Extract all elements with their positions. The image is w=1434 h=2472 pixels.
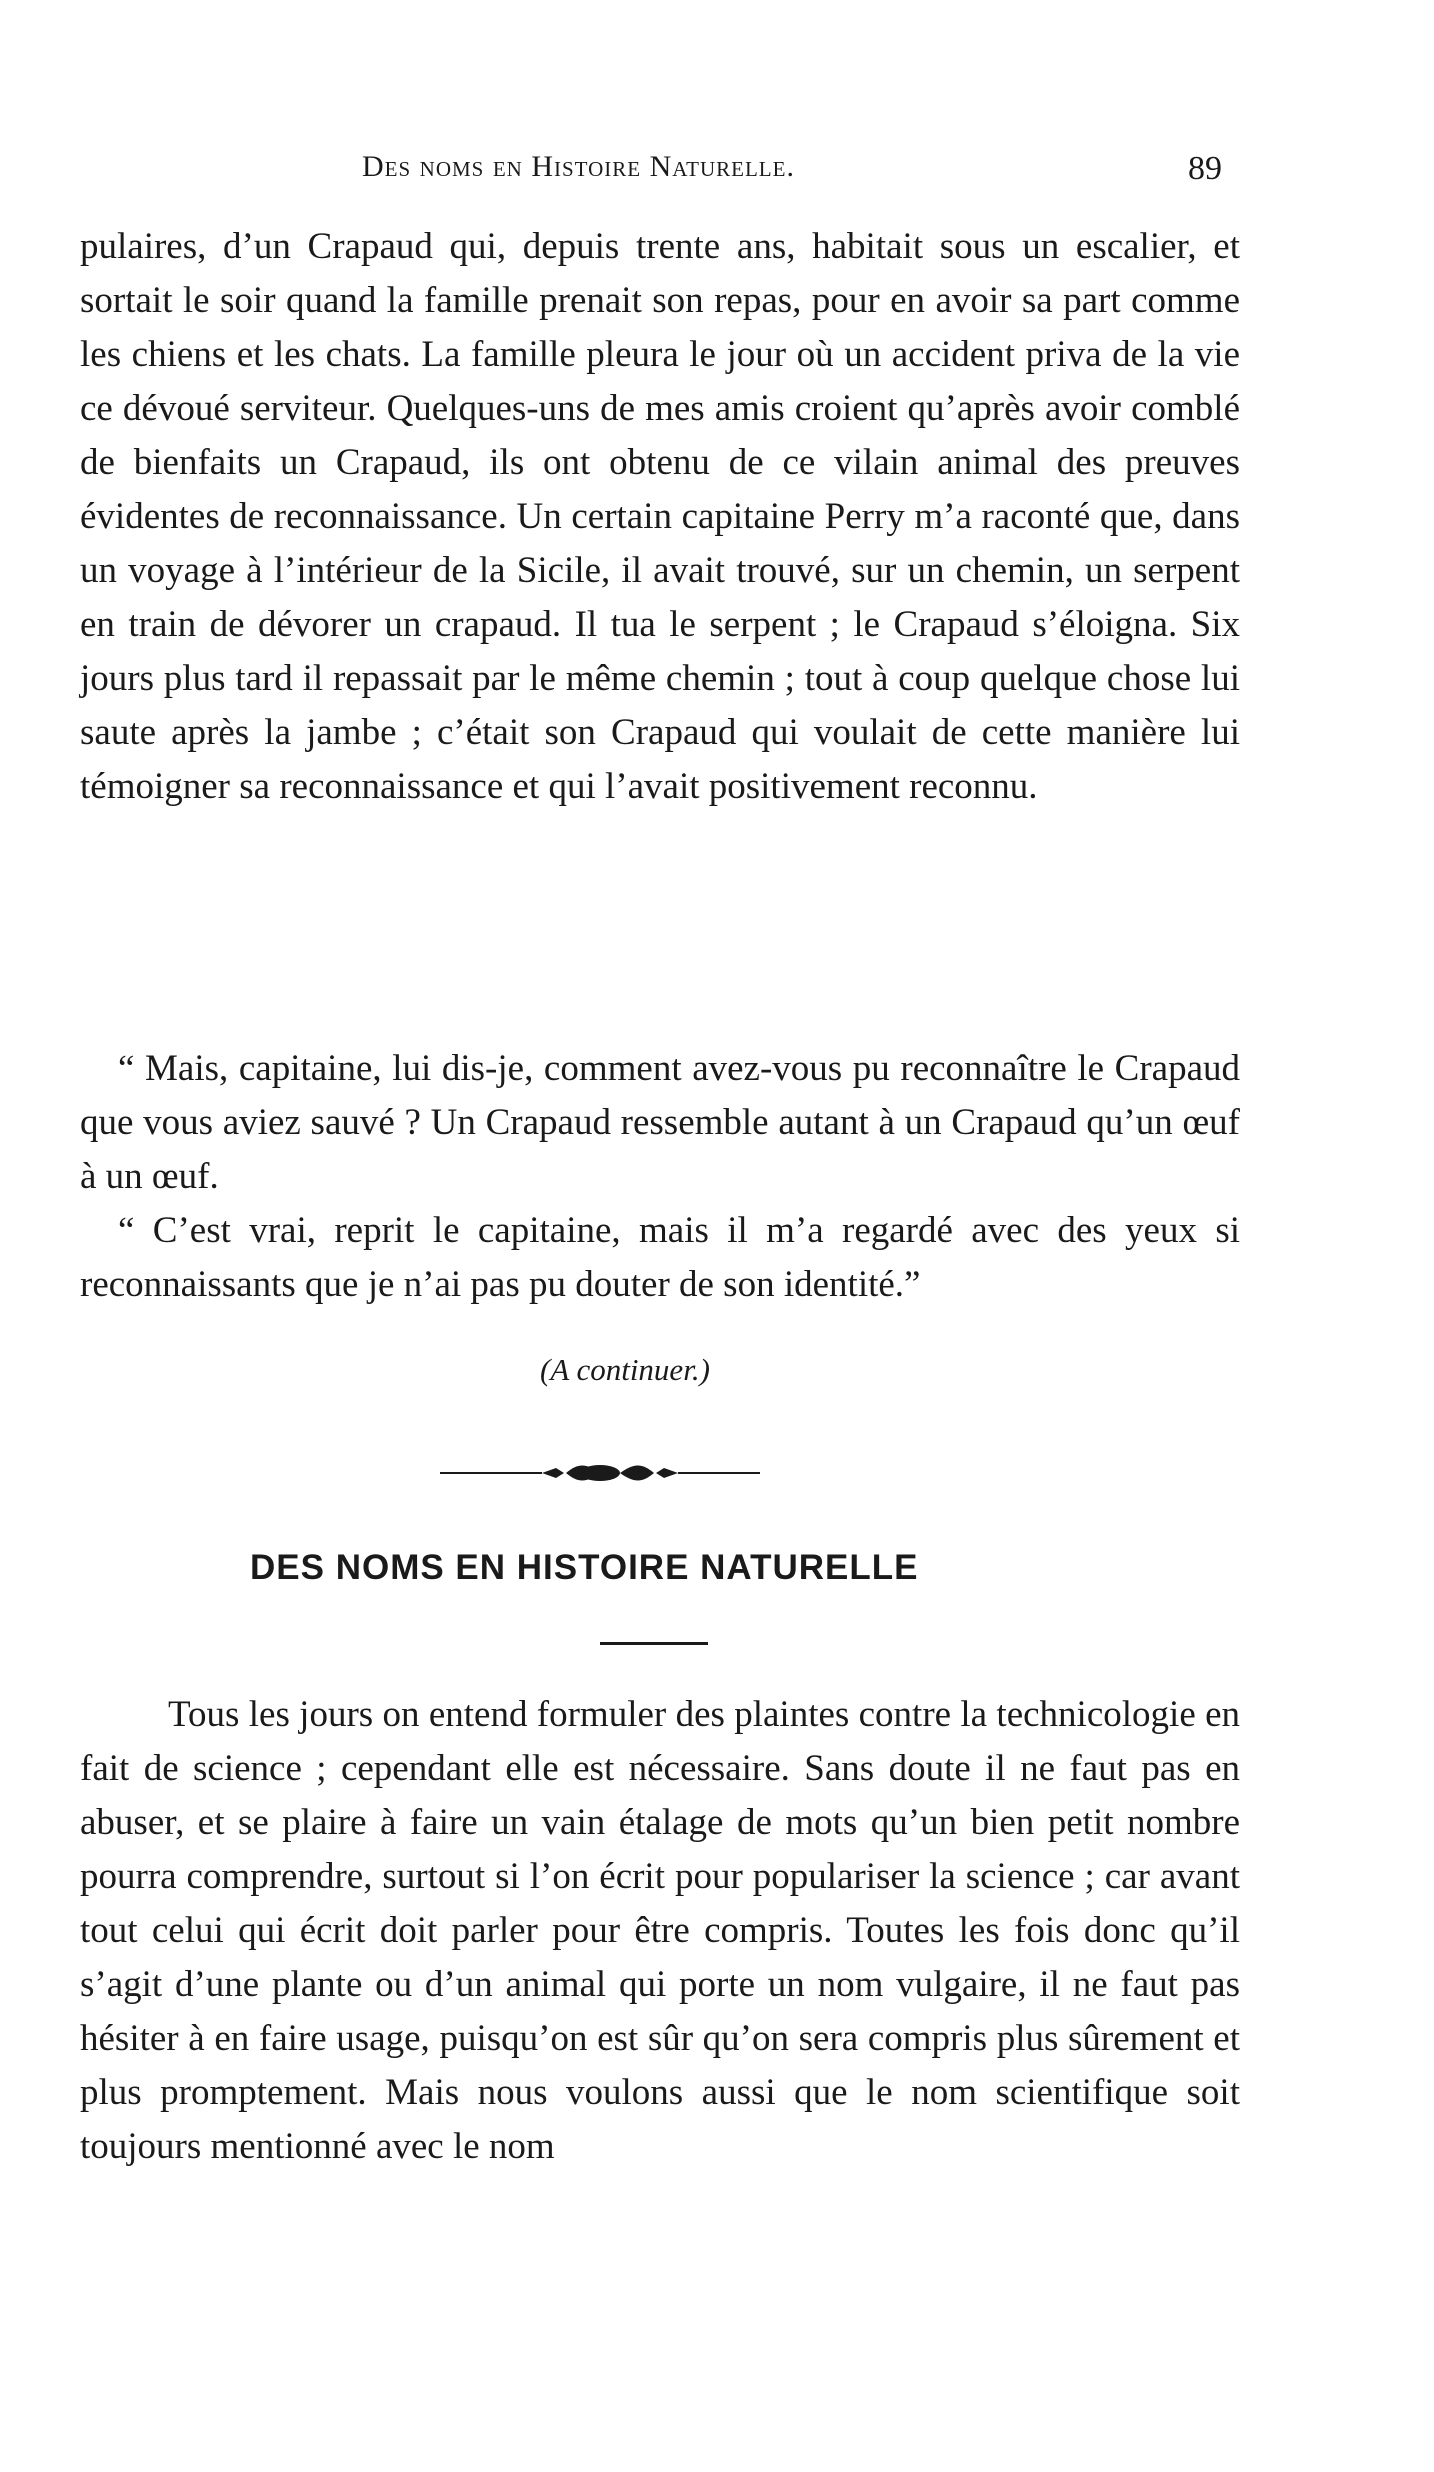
- continuation-note: (A continuer.): [540, 1352, 710, 1387]
- section-paragraph: Tous les jours on entend formuler des plaintes contre la technicologie en fait de science ; cependant elle est nécessaire. Sans doute il ne faut pas en abuser, et se plaire à faire un vain étalage de mots qu’un bien petit nombre pourra comprendre, surtout si l’on écrit pour populariser la science ; car avant tout celui qui écrit doit parler pour être compris. Toutes les fois donc qu’il s’agit d’une plante ou d’un animal qui porte un nom vulgaire, il ne faut pas hésiter à en faire usage, puisqu’on est sûr qu’on sera compris plus sûrement et plus promptement. Mais nous voulons aussi que le nom scientifique soit toujours mentionné avec le nom: [80, 1694, 1240, 2167]
- heading-rule: [600, 1642, 708, 1645]
- body-text-block-quote-one: [80, 1042, 1240, 1204]
- paragraph-quote-two: “ C’est vrai, reprit le capitaine, mais il m’a regardé avec des yeux si reconnaissants que je n’ai pas pu douter de son identité.”: [80, 1210, 1240, 1305]
- section-body-text: [80, 1688, 1240, 2174]
- paragraph-quote-one: “ Mais, capitaine, lui dis-je, comment avez-vous pu reconnaître le Crapaud que vous aviez sauvé ? Un Crapaud ressemble autant à un Crapaud qu’un œuf à un œuf.: [80, 1048, 1240, 1197]
- page-number: 89: [1188, 150, 1222, 187]
- paragraph-first: pulaires, d’un Crapaud qui, depuis trente ans, habitait sous un escalier, et sortait le soir quand la famille prenait son repas, pour en avoir sa part comme les chiens et les chats. La famille pleura le jour où un accident priva de la vie ce dévoué serviteur. Quelques-uns de mes amis croient qu’après avoir comblé de bienfaits un Crapaud, ils ont obtenu de ce vilain animal des preuves évidentes de reconnaissance. Un certain capitaine Perry m’a raconté que, dans un voyage à l’intérieur de la Sicile, il avait trouvé, sur un chemin, un serpent en train de dévorer un crapaud. Il tua le serpent ; le Crapaud s’éloigna. Six jours plus tard il repassait par le même chemin ; tout à coup quelque chose lui saute après la jambe ; c’était son Crapaud qui voulait de cette manière lui témoigner sa reconnaissance et qui l’avait positivement reconnu.: [80, 226, 1240, 807]
- body-text-block-quote-two: [80, 1204, 1240, 1312]
- section-heading: DES NOMS EN HISTOIRE NATURELLE: [250, 1548, 919, 1587]
- body-text-block-first: [80, 220, 1240, 814]
- running-header-title: Des noms en Histoire Naturelle.: [362, 150, 795, 183]
- section-divider-ornament: [440, 1455, 760, 1491]
